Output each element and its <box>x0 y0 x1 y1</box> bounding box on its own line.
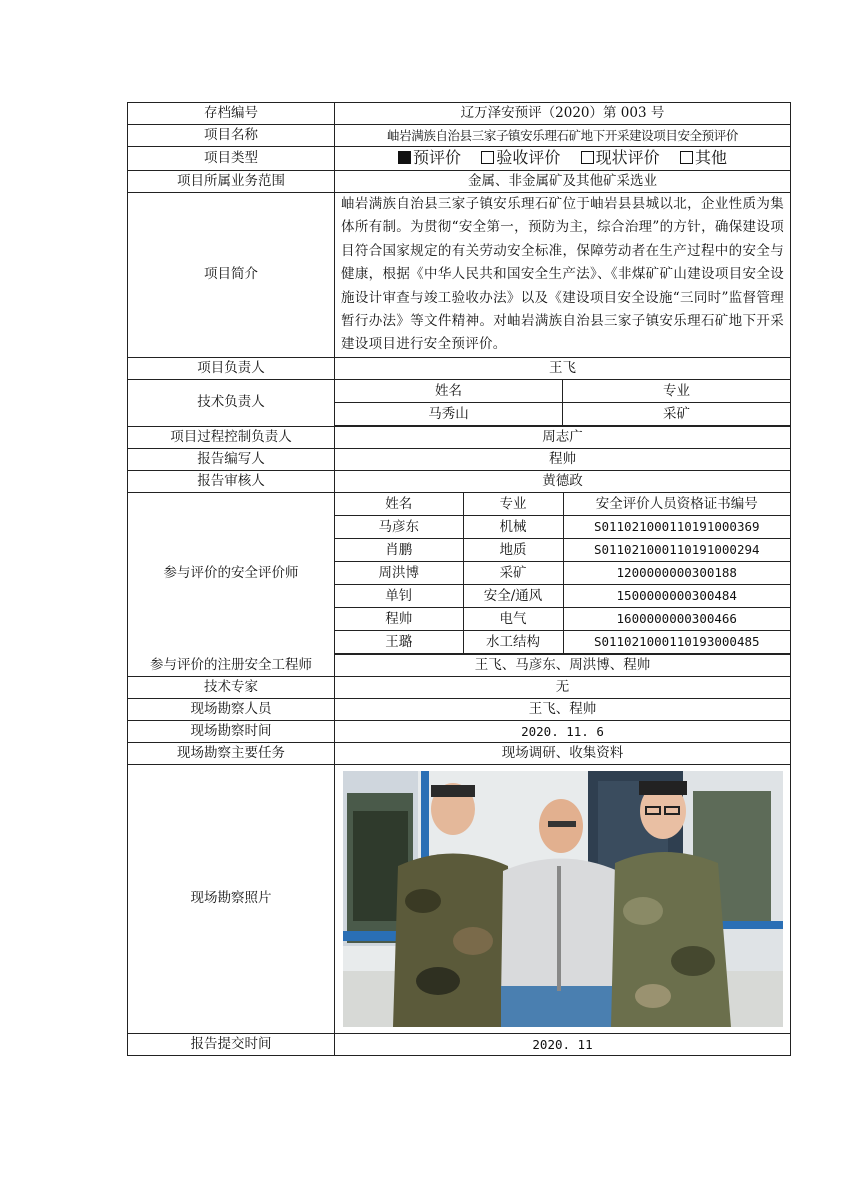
type-option-label: 验收评价 <box>496 148 561 167</box>
evaluator-major: 电气 <box>463 607 563 630</box>
evaluator-major: 地质 <box>463 538 563 561</box>
site-staff-value: 王飞、程帅 <box>335 698 791 720</box>
evaluator-name: 马彦东 <box>335 515 463 538</box>
site-photo-illustration <box>343 771 783 1027</box>
intro-text: 岫岩满族自治县三家子镇安乐理石矿位于岫岩县县城以北，企业性质为集体所有制。为贯彻“安全第一，预防为主，综合治理”的方针，确保建设项目符合国家规定的有关劳动安全标准，保障劳动者在生产过程中的安全与健康，根据《中华人民共和国安全生产法》、《非煤矿矿山建设项目安全设施设计审查与竣工验收办法》以及《建设项目安全设施“三同时”监督管理暂行办法》等文件精神。对岫岩满族自治县三家子镇安乐理石矿地下开采建设项目进行安全预评价。 <box>335 193 791 358</box>
evaluation-info-table <box>127 102 791 1056</box>
report-writer-label: 报告编写人 <box>128 448 335 470</box>
submit-time-value: 2020. 11 <box>335 1033 791 1055</box>
evaluator-major: 机械 <box>463 515 563 538</box>
evaluator-col-name: 姓名 <box>335 493 463 516</box>
type-option-label: 预评价 <box>413 148 462 167</box>
type-option-label: 现状评价 <box>595 148 660 167</box>
evaluator-name: 肖鹏 <box>335 538 463 561</box>
evaluator-cert: 1200000000300188 <box>563 561 790 584</box>
process-control-label: 项目过程控制负责人 <box>128 426 335 448</box>
archive-no-label: 存档编号 <box>128 103 335 125</box>
row-project-lead <box>128 357 791 379</box>
site-photo <box>343 771 783 1027</box>
archive-no-value: 辽万泽安预评（2020）第 003 号 <box>335 103 791 125</box>
tech-expert-value: 无 <box>335 676 791 698</box>
evaluator-cert: S011021000110193000485 <box>563 630 790 653</box>
site-photo-label: 现场勘察照片 <box>128 764 335 1033</box>
table-row <box>335 630 790 653</box>
evaluator-name: 王璐 <box>335 630 463 653</box>
site-staff-label: 现场勘察人员 <box>128 698 335 720</box>
evaluator-cert: 1600000000300466 <box>563 607 790 630</box>
project-type-options <box>335 147 791 171</box>
tech-lead-label: 技术负责人 <box>128 379 335 426</box>
table-row <box>335 561 790 584</box>
unchecked-box-icon <box>481 151 494 164</box>
row-intro <box>128 193 791 358</box>
evaluators-cell <box>335 492 791 654</box>
tech-expert-label: 技术专家 <box>128 676 335 698</box>
evaluator-col-major: 专业 <box>463 493 563 516</box>
row-site-task <box>128 742 791 764</box>
project-name-value: 岫岩满族自治县三家子镇安乐理石矿地下开采建设项目安全预评价 <box>335 125 791 147</box>
evaluator-cert: S011021000110191000369 <box>563 515 790 538</box>
row-project-type <box>128 147 791 171</box>
business-scope-value: 金属、非金属矿及其他矿采选业 <box>335 171 791 193</box>
row-site-staff <box>128 698 791 720</box>
site-task-value: 现场调研、收集资料 <box>335 742 791 764</box>
tech-lead-table <box>335 380 790 426</box>
row-tech-expert <box>128 676 791 698</box>
tech-lead-cell <box>335 379 791 426</box>
tech-lead-major: 采矿 <box>563 402 791 425</box>
evaluator-name: 单钊 <box>335 584 463 607</box>
project-lead-label: 项目负责人 <box>128 357 335 379</box>
tech-lead-col-name: 姓名 <box>335 380 563 403</box>
unchecked-box-icon <box>581 151 594 164</box>
project-type-label: 项目类型 <box>128 147 335 171</box>
submit-time-label: 报告提交时间 <box>128 1033 335 1055</box>
row-archive-no <box>128 103 791 125</box>
evaluator-major: 水工结构 <box>463 630 563 653</box>
evaluator-col-cert: 安全评价人员资格证书编号 <box>563 493 790 516</box>
row-site-photo <box>128 764 791 1033</box>
engineers-value: 王飞、马彦东、周洪博、程帅 <box>335 654 791 676</box>
row-engineers <box>128 654 791 676</box>
type-option-other <box>680 148 727 167</box>
evaluator-cert: S011021000110191000294 <box>563 538 790 561</box>
evaluators-header <box>335 493 790 516</box>
site-task-label: 现场勘察主要任务 <box>128 742 335 764</box>
evaluator-major: 采矿 <box>463 561 563 584</box>
row-submit-time <box>128 1033 791 1055</box>
evaluators-table <box>335 493 790 654</box>
checked-box-icon <box>398 151 411 164</box>
report-reviewer-value: 黄德政 <box>335 470 791 492</box>
site-time-value: 2020. 11. 6 <box>335 720 791 742</box>
engineers-label: 参与评价的注册安全工程师 <box>128 654 335 676</box>
row-tech-lead <box>128 379 791 426</box>
type-option-current <box>581 148 660 167</box>
project-lead-value: 王飞 <box>335 357 791 379</box>
row-business-scope <box>128 171 791 193</box>
site-time-label: 现场勘察时间 <box>128 720 335 742</box>
site-photo-cell <box>335 764 791 1033</box>
row-report-reviewer <box>128 470 791 492</box>
row-process-control <box>128 426 791 448</box>
intro-label: 项目简介 <box>128 193 335 358</box>
table-row <box>335 584 790 607</box>
type-option-pre-eval <box>398 148 461 167</box>
row-project-name <box>128 125 791 147</box>
type-option-acceptance <box>481 148 560 167</box>
tech-lead-col-major: 专业 <box>563 380 791 403</box>
table-row <box>335 607 790 630</box>
business-scope-label: 项目所属业务范围 <box>128 171 335 193</box>
evaluator-major: 安全/通风 <box>463 584 563 607</box>
tech-lead-name: 马秀山 <box>335 402 563 425</box>
evaluator-name: 周洪博 <box>335 561 463 584</box>
process-control-value: 周志广 <box>335 426 791 448</box>
project-name-label: 项目名称 <box>128 125 335 147</box>
unchecked-box-icon <box>680 151 693 164</box>
table-row <box>335 515 790 538</box>
evaluator-name: 程帅 <box>335 607 463 630</box>
row-report-writer <box>128 448 791 470</box>
evaluator-cert: 1500000000300484 <box>563 584 790 607</box>
table-row <box>335 538 790 561</box>
row-site-time <box>128 720 791 742</box>
type-option-label: 其他 <box>694 148 727 167</box>
report-writer-value: 程帅 <box>335 448 791 470</box>
evaluators-label: 参与评价的安全评价师 <box>128 492 335 654</box>
row-evaluators <box>128 492 791 654</box>
report-reviewer-label: 报告审核人 <box>128 470 335 492</box>
